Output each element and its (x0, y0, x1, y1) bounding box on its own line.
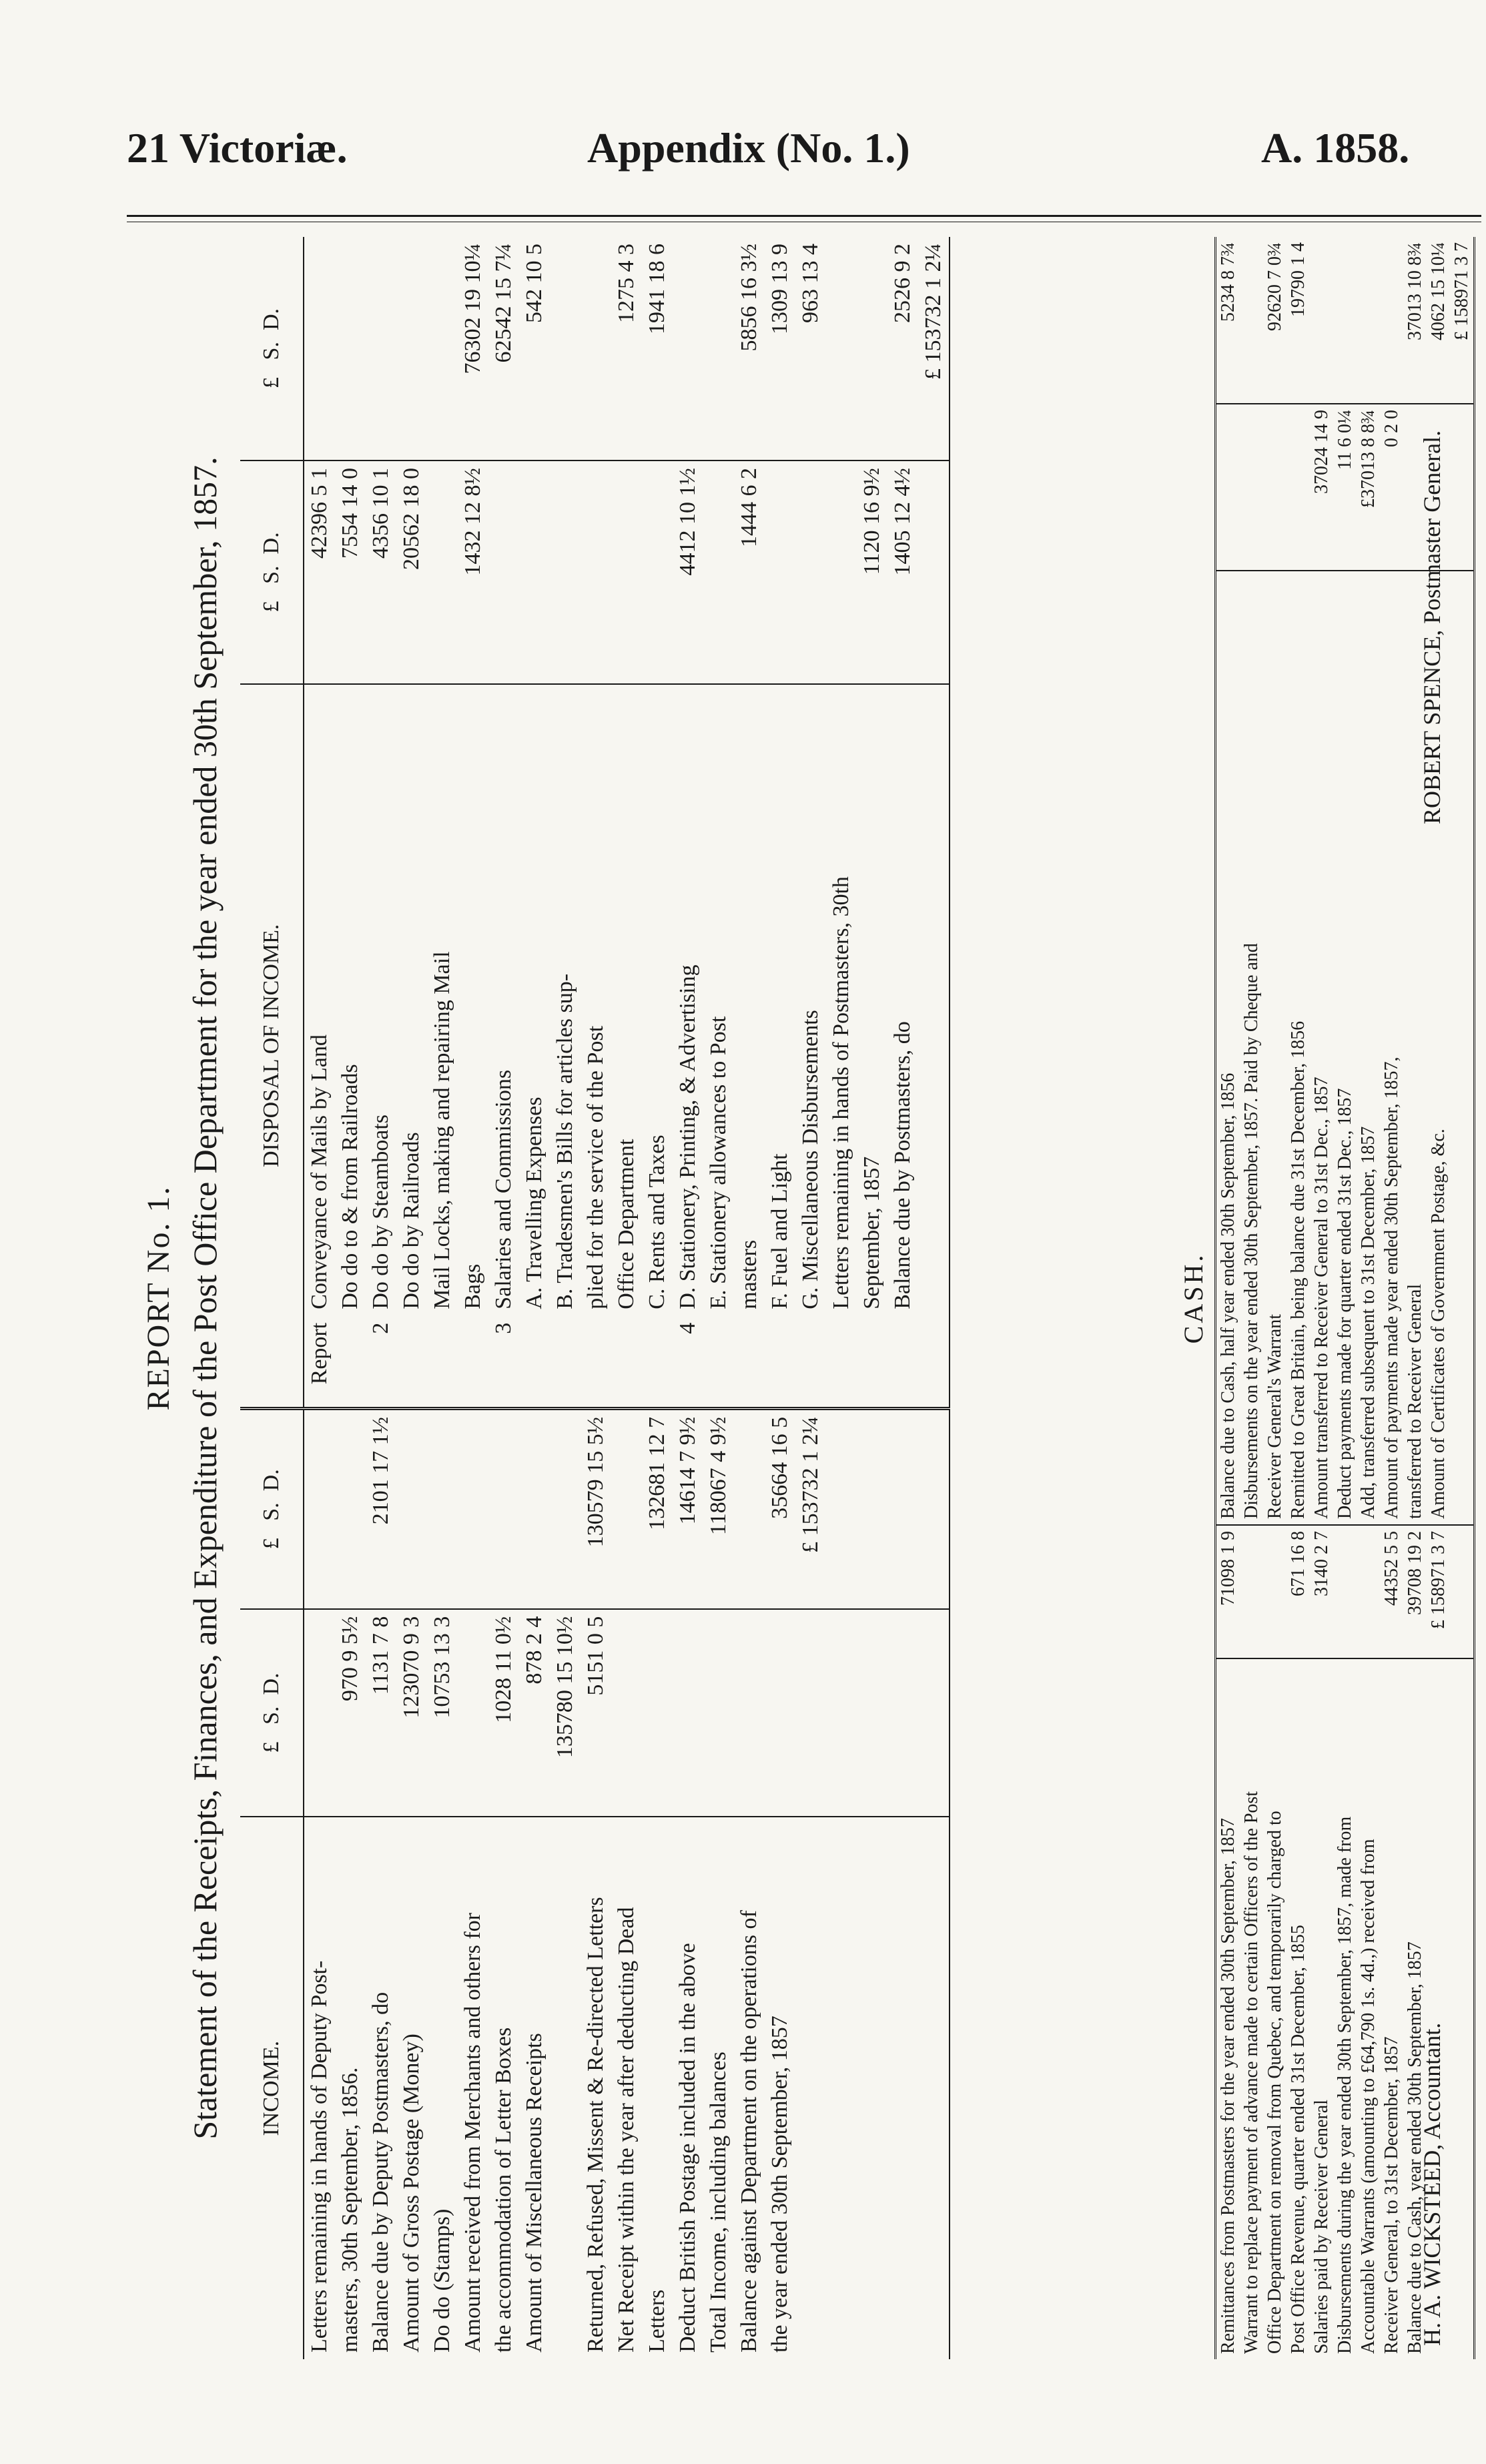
cash-right-value-a (1286, 404, 1310, 571)
table-row (427, 237, 458, 2359)
statement-body (304, 237, 950, 2359)
disposal-value-a (550, 460, 581, 684)
income-label: Amount received from Merchants and others for (460, 1913, 485, 2353)
cash-left-value (1240, 1525, 1263, 1658)
income-label: Deduct British Postage included in the above (675, 1943, 700, 2353)
income-value-b (857, 1408, 887, 1608)
table-row (550, 237, 581, 2359)
cash-right-label: Amount of payments made year ended 30th September, 1857, (1380, 571, 1403, 1525)
cash-left-label: Remittances from Postmasters for the year ended 30th September, 1857 (1218, 1818, 1238, 2354)
disposal-value-a: 42396 5 1 (304, 460, 335, 684)
cash-right-value-a: £37013 8 8¾ (1357, 404, 1380, 571)
income-value-a: 878 2 4 (519, 1609, 550, 1817)
table-row (396, 237, 427, 2359)
cash-right-value-b: 92620 7 0¾ (1263, 237, 1286, 404)
disposal-value-b (304, 237, 335, 460)
disposal-label: B. Tradesmen's Bills for articles sup- (552, 973, 577, 1309)
disposal-label: C. Rents and Taxes (645, 1135, 669, 1309)
disposal-value-a (427, 460, 458, 684)
signature-accountant: H. A. WICKSTEED, Accountant. (1419, 2022, 1445, 2346)
disposal-label (918, 684, 950, 1316)
income-value-a (642, 1609, 673, 1817)
disposal-ref (611, 1316, 642, 1409)
disposal-value-b: 1941 18 6 (642, 237, 673, 460)
income-value-a: 10753 13 3 (427, 1609, 458, 1817)
income-label: the accommodation of Letter Boxes (491, 2027, 516, 2353)
signature-postmaster: ROBERT SPENCE, Postmaster General. (1419, 430, 1445, 824)
income-label: Returned, Refused, Missent & Re-directed Letters (583, 1897, 608, 2353)
income-value-a: 123070 9 3 (396, 1609, 427, 1817)
disposal-ref: Report (304, 1316, 335, 1409)
disposal-ref (918, 1316, 950, 1409)
income-value-a (673, 1609, 703, 1817)
disposal-value-a: 1405 12 4½ (887, 460, 918, 684)
income-label (795, 1817, 826, 2359)
income-value-a: 135780 15 10½ (550, 1609, 581, 1817)
disposal-value-a: 4356 10 1 (366, 460, 396, 684)
income-label (857, 1817, 887, 2359)
disposal-value-b: 542 10 5 (519, 237, 550, 460)
cash-right-value-a (1240, 404, 1263, 571)
cash-left-label: Office Department on removal from Quebec, and temporarily charged to (1264, 1811, 1285, 2354)
table-row (1286, 237, 1310, 2359)
income-label: the year ended 30th September, 1857 (767, 2016, 792, 2353)
income-value-a (795, 1609, 826, 1817)
table-row (1380, 237, 1403, 2359)
cash-right-label: Receiver General's Warrant (1263, 571, 1286, 1525)
disposal-ref (734, 1316, 765, 1409)
disposal-value-a (826, 460, 857, 684)
cash-right-value-b: 4062 15 10¼ (1427, 237, 1450, 404)
table-row (519, 237, 550, 2359)
disposal-header: DISPOSAL OF INCOME. (240, 684, 304, 1409)
cash-right-value-b (1380, 237, 1403, 404)
disposal-ref (795, 1316, 826, 1409)
disposal-col-b-header: £ S. D. (240, 237, 304, 460)
rotated-report (127, 237, 1481, 2359)
cash-left-label: Salaries paid by Receiver General (1311, 2100, 1332, 2354)
disposal-value-b (673, 237, 703, 460)
disposal-label: Do do by Railroads (399, 1132, 424, 1309)
income-value-a (826, 1609, 857, 1817)
income-label: Net Receipt within the year after deducting Dead (614, 1907, 639, 2353)
cash-right-value-b: £ 158971 3 7 (1450, 237, 1475, 404)
disposal-ref (826, 1316, 857, 1409)
table-row (366, 237, 396, 2359)
income-value-a (304, 1609, 335, 1817)
disposal-value-a: 1120 16 9½ (857, 460, 887, 684)
cash-left-value: 3140 2 7 (1310, 1525, 1333, 1658)
cash-left-value: £ 158971 3 7 (1427, 1525, 1450, 1658)
cash-right-label: Amount transferred to Receiver General to 31st Dec., 1857 (1310, 571, 1333, 1525)
income-value-b (826, 1408, 857, 1608)
cash-right-value-b (1310, 237, 1333, 404)
income-value-a (765, 1609, 795, 1817)
income-label (918, 1817, 950, 2359)
cash-left-label: Disbursements during the year ended 30th September, 1857, made from (1335, 1816, 1355, 2354)
table-row (1263, 237, 1286, 2359)
income-value-b: £ 153732 1 2¼ (795, 1408, 826, 1608)
income-value-b: 132681 12 7 (642, 1408, 673, 1608)
report-title: REPORT No. 1. (141, 1185, 176, 1411)
disposal-value-b (550, 237, 581, 460)
income-value-a (887, 1609, 918, 1817)
cash-right-label: Deduct payments made for quarter ended 31st Dec., 1857 (1333, 571, 1357, 1525)
table-row (857, 237, 887, 2359)
income-col-a-header: £ S. D. (240, 1609, 304, 1817)
cash-right-value-a (1216, 404, 1240, 571)
income-label: Total Income, including balances (706, 2052, 731, 2353)
table-row (1357, 237, 1380, 2359)
cash-right-value-b: 19790 1 4 (1286, 237, 1310, 404)
running-head-left: 21 Victoriæ. (127, 124, 348, 172)
disposal-value-b (703, 237, 734, 460)
cash-right-value-b: 5234 8 7¾ (1216, 237, 1240, 404)
table-row (1216, 237, 1240, 2359)
income-value-a (857, 1609, 887, 1817)
income-value-b: 2101 17 1½ (366, 1408, 396, 1608)
cash-right-value-b (1333, 237, 1357, 404)
cash-right-label: Remitted to Great Britain, being balance due 31st December, 1856 (1286, 571, 1310, 1525)
income-value-a (703, 1609, 734, 1817)
cash-left-value: 44352 5 5 (1380, 1525, 1403, 1658)
cash-left-label (1450, 1658, 1475, 2359)
cash-left-value (1263, 1525, 1286, 1658)
cash-right-value-b (1357, 237, 1380, 404)
disposal-ref (642, 1316, 673, 1409)
income-value-b (304, 1408, 335, 1608)
disposal-ref: 2 (366, 1316, 396, 1409)
disposal-value-b: 963 13 4 (795, 237, 826, 460)
table-row (458, 237, 488, 2359)
income-value-b (335, 1408, 366, 1608)
table-row (703, 237, 734, 2359)
disposal-value-b (396, 237, 427, 460)
disposal-value-a (519, 460, 550, 684)
disposal-ref: 4 (673, 1316, 703, 1409)
cash-right-label: Disbursements on the year ended 30th September, 1857. Paid by Cheque and (1240, 571, 1263, 1525)
disposal-value-a: 4412 10 1½ (673, 460, 703, 684)
table-row (795, 237, 826, 2359)
income-header: INCOME. (240, 1817, 304, 2359)
cash-left-value (1357, 1525, 1380, 1658)
income-label: Balance against Department on the operations of (737, 1910, 761, 2353)
disposal-ref (335, 1316, 366, 1409)
disposal-label: F. Fuel and Light (767, 1153, 792, 1309)
cash-right-value-a: 11 6 0¼ (1333, 404, 1357, 571)
income-value-b: 35664 16 5 (765, 1408, 795, 1608)
cash-right-label: Balance due to Cash, half year ended 30th September, 1856 (1216, 571, 1240, 1525)
income-label (550, 1817, 581, 2359)
disposal-col-a-header: £ S. D. (240, 460, 304, 684)
income-value-b: 118067 4 9½ (703, 1408, 734, 1608)
disposal-value-a (642, 460, 673, 684)
disposal-ref (519, 1316, 550, 1409)
table-row (734, 237, 765, 2359)
disposal-label: E. Stationery allowances to Post (706, 1016, 731, 1309)
income-label: Balance due by Deputy Postmasters, do (368, 1991, 393, 2353)
cash-right-label: Add, transferred subsequent to 31st December, 1857 (1357, 571, 1380, 1525)
disposal-label: Mail Locks, making and repairing Mail (430, 951, 454, 1309)
income-label: Letters (645, 2289, 669, 2353)
income-label: masters, 30th September, 1856. (338, 2067, 362, 2353)
income-label (887, 1817, 918, 2359)
disposal-ref (887, 1316, 918, 1409)
disposal-value-a: 20562 18 0 (396, 460, 427, 684)
report-subtitle: Statement of the Receipts, Finances, and Expenditure of the Post Office Department for the year ended 30th September, 1857. (186, 456, 224, 2140)
income-value-b (396, 1408, 427, 1608)
disposal-label: D. Stationery, Printing, & Advertising (675, 964, 700, 1309)
cash-left-value (1450, 1525, 1475, 1658)
income-value-a (611, 1609, 642, 1817)
disposal-label: A. Travelling Expenses (522, 1097, 546, 1309)
table-row (887, 237, 918, 2359)
income-value-b (488, 1408, 519, 1608)
table-row (826, 237, 857, 2359)
income-value-a (918, 1609, 950, 1817)
disposal-value-b (857, 237, 887, 460)
income-value-a: 1131 7 8 (366, 1609, 396, 1817)
disposal-label: Bags (460, 1263, 485, 1309)
cash-left-label: Balance due to Cash, year ended 30th September, 1857 (1405, 1941, 1425, 2354)
disposal-value-a (918, 460, 950, 684)
table-row (1240, 237, 1263, 2359)
cash-right-value-b (1240, 237, 1263, 404)
disposal-label: Do do to & from Railroads (338, 1064, 362, 1309)
table-row (1310, 237, 1333, 2359)
disposal-ref (427, 1316, 458, 1409)
disposal-label: Balance due by Postmasters, do (890, 1021, 915, 1309)
disposal-value-b: 1309 13 9 (765, 237, 795, 460)
disposal-value-b (366, 237, 396, 460)
table-row (918, 237, 950, 2359)
disposal-ref (703, 1316, 734, 1409)
income-value-a: 970 9 5½ (335, 1609, 366, 1817)
table-header-row (240, 237, 304, 2359)
disposal-value-b: 1275 4 3 (611, 237, 642, 460)
disposal-label: masters (737, 1239, 761, 1309)
disposal-value-a (488, 460, 519, 684)
table-row (335, 237, 366, 2359)
income-label: Do do (Stamps) (430, 2208, 454, 2353)
table-row (304, 237, 335, 2359)
disposal-value-a (765, 460, 795, 684)
income-value-b: 14614 7 9½ (673, 1408, 703, 1608)
income-value-b (734, 1408, 765, 1608)
disposal-value-b: 62542 15 7¼ (488, 237, 519, 460)
disposal-value-b: £ 153732 1 2¼ (918, 237, 950, 460)
income-value-b (611, 1408, 642, 1608)
running-head-center: Appendix (No. 1.) (587, 124, 910, 172)
table-row (488, 237, 519, 2359)
disposal-value-b: 2526 9 2 (887, 237, 918, 460)
disposal-label: plied for the service of the Post (583, 1025, 608, 1309)
disposal-ref (765, 1316, 795, 1409)
cash-left-value: 671 16 8 (1286, 1525, 1310, 1658)
income-value-a: 5151 0 5 (581, 1609, 611, 1817)
disposal-label: Salaries and Commissions (491, 1069, 516, 1309)
income-value-b (519, 1408, 550, 1608)
income-value-b (458, 1408, 488, 1608)
table-row (1333, 237, 1357, 2359)
cash-left-label: Warrant to replace payment of advance made to certain Officers of the Post (1241, 1791, 1262, 2354)
cash-right-value-a: 0 2 0 (1380, 404, 1403, 571)
statement-table (240, 237, 950, 2359)
disposal-ref (396, 1316, 427, 1409)
cash-right-label (1450, 571, 1475, 1525)
cash-right-value-b: 37013 10 8¾ (1403, 237, 1427, 404)
cash-left-value: 39708 19 2 (1403, 1525, 1427, 1658)
disposal-value-b (335, 237, 366, 460)
disposal-value-b: 5856 16 3½ (734, 237, 765, 460)
income-label: Amount of Miscellaneous Receipts (522, 2033, 546, 2353)
cash-header: CASH. (1178, 1252, 1208, 1344)
cash-right-label: transferred to Receiver General (1403, 571, 1427, 1525)
income-value-a (734, 1609, 765, 1817)
header-rule (127, 215, 1481, 217)
cash-right-value-a (1450, 404, 1475, 571)
table-row (673, 237, 703, 2359)
cash-right-label: Amount of Certificates of Government Postage, &c. (1427, 571, 1450, 1525)
disposal-ref (581, 1316, 611, 1409)
income-value-a: 1028 11 0½ (488, 1609, 519, 1817)
disposal-value-a: 1444 6 2 (734, 460, 765, 684)
disposal-label: Do do by Steamboats (368, 1114, 393, 1309)
cash-left-value (1333, 1525, 1357, 1658)
income-value-b (887, 1408, 918, 1608)
table-row (1450, 237, 1475, 2359)
disposal-label: Office Department (614, 1139, 639, 1309)
disposal-value-b (826, 237, 857, 460)
cash-right-value-a (1263, 404, 1286, 571)
table-row (642, 237, 673, 2359)
disposal-value-b (427, 237, 458, 460)
income-value-b: 130579 15 5½ (581, 1408, 611, 1608)
income-value-a (458, 1609, 488, 1817)
income-label: Amount of Gross Postage (Money) (399, 2034, 424, 2353)
disposal-value-a (703, 460, 734, 684)
disposal-value-b (581, 237, 611, 460)
cash-left-label: Accountable Warrants (amounting to £64,790 1s. 4d.,) received from (1358, 1839, 1379, 2354)
disposal-ref (857, 1316, 887, 1409)
table-row (765, 237, 795, 2359)
disposal-label: Letters remaining in hands of Postmasters, 30th (829, 876, 853, 1309)
disposal-ref (550, 1316, 581, 1409)
running-head-right: A. 1858. (1261, 124, 1410, 172)
disposal-value-a: 1432 12 8½ (458, 460, 488, 684)
disposal-label: Conveyance of Mails by Land (307, 1034, 332, 1309)
disposal-label: G. Miscellaneous Disbursements (798, 1010, 823, 1309)
income-value-b (918, 1408, 950, 1608)
income-label (826, 1817, 857, 2359)
disposal-ref (458, 1316, 488, 1409)
table-row (611, 237, 642, 2359)
income-value-b (427, 1408, 458, 1608)
disposal-value-a: 7554 14 0 (335, 460, 366, 684)
cash-left-label: Receiver General, to 31st December, 1857 (1381, 2036, 1402, 2354)
cash-left-value: 71098 1 9 (1216, 1525, 1240, 1658)
income-col-b-header: £ S. D. (240, 1408, 304, 1608)
disposal-value-a (795, 460, 826, 684)
income-label: Letters remaining in hands of Deputy Post- (307, 1960, 332, 2353)
cash-right-value-a: 37024 14 9 (1310, 404, 1333, 571)
income-value-b (550, 1408, 581, 1608)
cash-left-label: Post Office Revenue, quarter ended 31st December, 1855 (1288, 1925, 1309, 2354)
disposal-value-a (581, 460, 611, 684)
disposal-value-b: 76302 19 10¼ (458, 237, 488, 460)
disposal-value-a (611, 460, 642, 684)
table-row (581, 237, 611, 2359)
disposal-ref: 3 (488, 1316, 519, 1409)
disposal-label: September, 1857 (859, 1156, 884, 1309)
